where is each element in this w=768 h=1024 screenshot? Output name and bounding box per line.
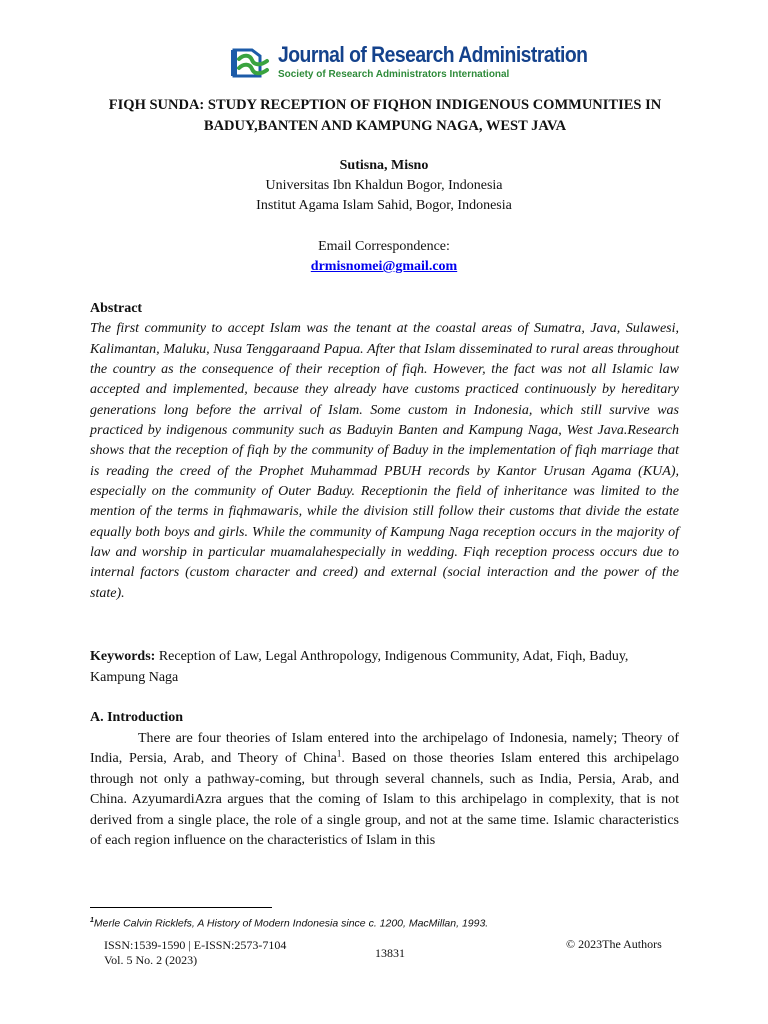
keywords-text: Reception of Law, Legal Anthropology, Indigenous Community, Adat, Fiqh, Baduy, Kampung Naga	[90, 649, 629, 685]
footer-volume: Vol. 5 No. 2 (2023)	[104, 953, 198, 967]
page-number: 13831	[375, 946, 405, 960]
footnote-text: Merle Calvin Ricklefs, A History of Modern Indonesia since c. 1200, MacMillan, 1993.	[93, 917, 489, 930]
affiliation-1: Universitas Ibn Khaldun Bogor, Indonesia	[265, 178, 503, 193]
journal-subtitle: Society of Research Administrators International	[278, 68, 510, 80]
jra-logo-icon	[230, 46, 270, 80]
email-block	[0, 237, 768, 277]
author-name: Sutisna, Misno	[339, 158, 429, 173]
journal-header	[230, 42, 588, 84]
footer-copyright: © 2023The Authors	[566, 937, 662, 951]
introduction-paragraph	[90, 729, 679, 851]
footnote-number: 1	[90, 917, 94, 924]
introduction-heading: A. Introduction	[90, 710, 184, 725]
footer-issn: ISSN:1539-1590 | E-ISSN:2573-7104	[104, 938, 287, 952]
footnote-divider	[90, 907, 272, 908]
keywords	[90, 647, 679, 688]
keywords-label: Keywords:	[90, 649, 156, 664]
journal-title: Journal of Research Administration	[278, 42, 588, 67]
email-link[interactable]: drmisnomei@gmail.com	[310, 259, 458, 274]
intro-text-part-1: There are four theories of Islam entered into the archipelago of Indonesia, namely; Theory of India, Persia, Arab, and Theory of China	[90, 731, 679, 767]
author-block	[0, 156, 768, 216]
intro-text-part-2: . Based on those theories Islam entered this archipelago through not only a pathway-coming, but through several channels, such as India, Persia, Arab, and China. AzyumardiAzra argues that the coming of Islam to this archipelago in complexity, that is not derived from a single place, the role of a single group, and not at the same time. Islamic characteristics of each region influence on the characteristics of Islam in this	[90, 751, 680, 849]
abstract-heading: Abstract	[90, 301, 143, 316]
email-label: Email Correspondence:	[318, 239, 450, 254]
abstract-text: The first community to accept Islam was the tenant at the coastal areas of Sumatra, Java, Sulawesi, Kalimantan, Maluku, Nusa Tenggaraand Papua. After that Islam disseminated to rural areas throughout the country as the consequence of their reception of fiqh. However, the fact was not all Islamic law accepted and implemented, because they already have customs practiced continuously by hereditary generations long before the arrival of Islam. Some custom in Indonesia, which still survive was practiced by indigenous community such as Baduyin Banten and Kampung Naga, West Java.Research shows that the reception of fiqh by the community of Baduy in the implementation of fiqh marriage that is reading the creed of the Prophet Muhammad PBUH records by Kantor Urusan Agama (KUA), especially on the community of Outer Baduy. Receptionin the field of inheritance was limited to the mention of the terms in fiqhmawaris, while the division still follow their customs that divide the estate equally both boys and girls. While the community of Kampung Naga reception occurs in the majority of law and worship in particular muamalahespecially in wedding. Fiqh reception process occurs due to internal factors (custom character and creed) and external (social interaction and the power of the state).	[90, 321, 679, 601]
footnote-reference[interactable]: 1	[336, 748, 342, 759]
footnote	[90, 914, 690, 931]
footer-issn-block	[104, 938, 286, 968]
affiliation-2: Institut Agama Islam Sahid, Bogor, Indonesia	[256, 198, 512, 213]
article-title: FIQH SUNDA: STUDY RECEPTION OF FIQHON INDIGENOUS COMMUNITIES IN BADUY,BANTEN AND KAMPUNG NAGA, WEST JAVA	[108, 97, 662, 134]
abstract-section	[90, 299, 679, 604]
